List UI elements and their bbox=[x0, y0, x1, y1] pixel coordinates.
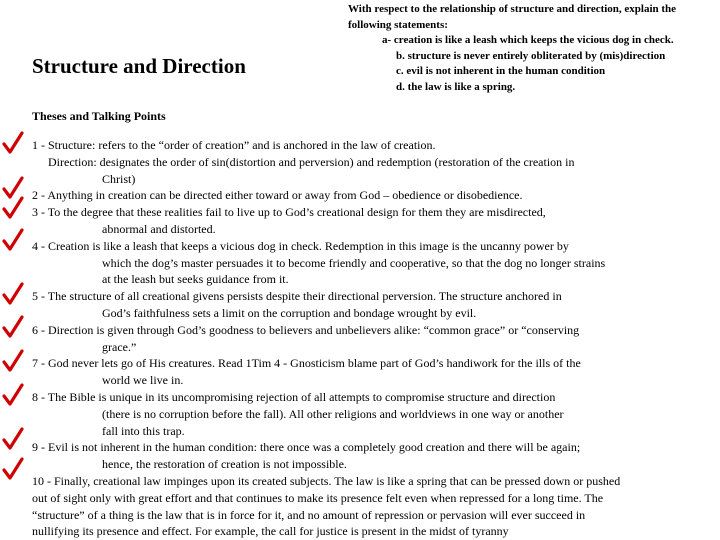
point-continuation: hence, the restoration of creation is not impossible. bbox=[102, 457, 347, 472]
prompt-statement: d. the law is like a spring. bbox=[396, 80, 516, 93]
red-check-mark-icon bbox=[2, 196, 24, 220]
red-check-mark-icon bbox=[2, 457, 24, 481]
point-text: 2 - Anything in creation can be directed either toward or away from God – obedience or disobedience. bbox=[32, 188, 523, 203]
list-item bbox=[32, 137, 720, 187]
point-text: nullifying its presence and effect. For example, the call for justice is present in the midst of tyranny bbox=[32, 524, 509, 539]
prompt-statement: a- creation is like a leash which keeps the vicious dog in check. bbox=[382, 34, 674, 46]
red-check-mark-icon bbox=[2, 315, 24, 339]
prompt-statement: c. evil is not inherent in the human condition bbox=[396, 65, 606, 77]
list-item bbox=[32, 288, 720, 322]
point-continuation: which the dog’s master persuades it to become friendly and cooperative, so that the dog no longer strains bbox=[102, 255, 606, 270]
slide-title: Structure and Direction bbox=[32, 54, 246, 78]
point-text: Direction: designates the order of sin(distortion and perversion) and redemption (restoration of the creation in bbox=[48, 154, 575, 169]
point-text: “structure” of a thing is the law that is in force for it, and no amount of repression or pervasion will ever succeed in bbox=[32, 507, 586, 522]
point-continuation: abnormal and distorted. bbox=[102, 221, 216, 236]
prompt-intro: With respect to the relationship of structure and direction, explain the following statements: bbox=[348, 3, 677, 31]
prompt-statement: b. structure is never entirely obliterated by (mis)direction bbox=[396, 49, 666, 62]
point-continuation: at the leash but seeks guidance from it. bbox=[102, 272, 289, 287]
point-continuation: fall into this trap. bbox=[102, 423, 185, 438]
list-item bbox=[32, 389, 720, 439]
red-check-mark-icon bbox=[2, 131, 24, 155]
list-item bbox=[32, 439, 720, 473]
list-item bbox=[32, 204, 720, 238]
point-text: 10 - Finally, creational law impinges upon its created subjects. The law is like a spring that can be pressed down or pushed bbox=[32, 473, 621, 488]
discussion-prompt bbox=[348, 2, 720, 95]
point-text: 1 - Structure: refers to the “order of creation” and is anchored in the law of creation. bbox=[32, 138, 436, 152]
slide-subtitle: Theses and Talking Points bbox=[32, 109, 166, 123]
point-continuation: (there is no corruption before the fall). All other religions and worldviews in one way or another bbox=[102, 406, 564, 421]
point-text: 8 - The Bible is unique in its uncompromising rejection of all attempts to compromise structure and direction bbox=[32, 389, 556, 404]
red-check-mark-icon bbox=[2, 427, 24, 451]
point-text: 6 - Direction is given through God’s goodness to believers and unbelievers alike: “common grace” or “conserving bbox=[32, 322, 580, 337]
red-check-mark-icon bbox=[2, 228, 24, 252]
point-continuation: grace.” bbox=[102, 339, 137, 354]
list-item bbox=[32, 473, 720, 540]
point-text: 4 - Creation is like a leash that keeps a vicious dog in check. Redemption in this image is the uncanny power by bbox=[32, 238, 569, 253]
check-mark-column bbox=[0, 0, 30, 540]
point-text: 5 - The structure of all creational givens persists despite their directional perversion. The structure anchored in bbox=[32, 289, 562, 304]
point-text: out of sight only with great effort and that continues to make its presence felt even when repressed for a long time. The bbox=[32, 490, 604, 505]
list-item bbox=[32, 187, 720, 204]
point-continuation: Christ) bbox=[102, 171, 136, 186]
red-check-mark-icon bbox=[2, 349, 24, 373]
talking-points-list bbox=[32, 137, 720, 540]
list-item bbox=[32, 355, 720, 389]
point-text: 7 - God never lets go of His creatures. Read 1Tim 4 - Gnosticism blame part of God’s handiwork for the ills of the bbox=[32, 356, 581, 371]
point-text: 9 - Evil is not inherent in the human condition: there once was a completely good creation and there will be again; bbox=[32, 440, 581, 455]
point-continuation: world we live in. bbox=[102, 373, 184, 388]
point-continuation: God’s faithfulness sets a limit on the corruption and bondage wrought by evil. bbox=[102, 305, 477, 320]
list-item bbox=[32, 322, 720, 356]
point-text: 3 - To the degree that these realities fail to live up to God’s creational design for them they are misdirected, bbox=[32, 205, 546, 220]
red-check-mark-icon bbox=[2, 383, 24, 407]
list-item bbox=[32, 238, 720, 288]
red-check-mark-icon bbox=[2, 282, 24, 306]
